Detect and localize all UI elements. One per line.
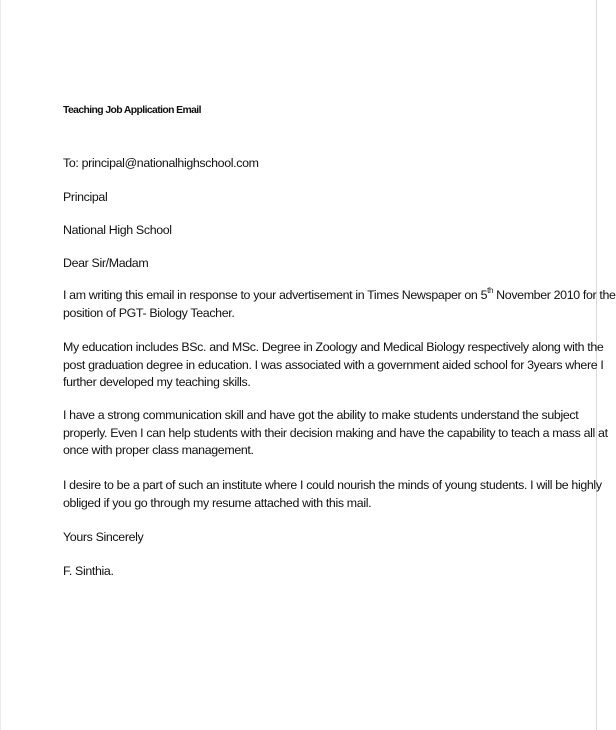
paragraph-4-line: I desire to be a part of such an institute where I could nourish the minds of young students. I will be highly: [63, 478, 602, 492]
ordinal-suffix: th: [487, 285, 494, 295]
salutation: Dear Sir/Madam: [63, 256, 149, 270]
paragraph-1-text-after: November 2010 for the: [493, 288, 616, 302]
closing: Yours Sincerely: [63, 530, 144, 544]
paragraph-3-line: properly. Even I can help students with their decision making and have the capability to teach a mass all at: [63, 425, 608, 440]
paragraph-1-text-before: I am writing this email in response to your advertisement in Times Newspaper on 5: [63, 288, 488, 302]
document-title: Teaching Job Application Email: [63, 105, 201, 116]
recipient-title: Principal: [63, 190, 108, 204]
paragraph-2-line: post graduation degree in education. I was associated with a government aided school for 3years where I: [63, 357, 604, 372]
paragraph-1: [63, 285, 616, 322]
paragraph-1-line-1: [63, 285, 616, 305]
to-line: To: principal@nationalhighschool.com: [63, 156, 259, 170]
paragraph-3: [63, 407, 608, 460]
paragraph-2-line: My education includes BSc. and MSc. Degree in Zoology and Medical Biology respectively along with the: [63, 340, 604, 354]
paragraph-2: [63, 339, 604, 392]
paragraph-4: [63, 477, 602, 512]
paragraph-1-line-2: position of PGT- Biology Teacher.: [63, 305, 235, 320]
paragraph-2-line: further developed my teaching skills.: [63, 375, 251, 389]
paragraph-3-line: once with proper class management.: [63, 443, 254, 457]
recipient-org: National High School: [63, 223, 172, 237]
signature: F. Sinthia.: [63, 564, 114, 578]
paragraph-3-line: I have a strong communication skill and have got the ability to make students understand the subject: [63, 408, 579, 422]
paragraph-4-line: obliged if you go through my resume attached with this mail.: [63, 495, 372, 510]
